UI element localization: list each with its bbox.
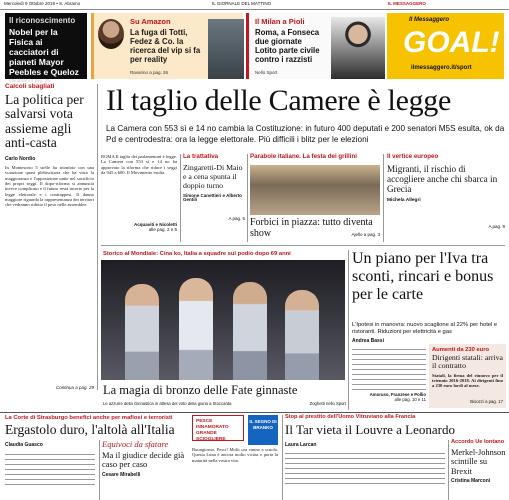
story-col-d [387,154,505,242]
divider [282,415,283,500]
promo-nobel[interactable] [5,13,87,84]
col-c-kicker: Parabole italiane. La festa dei grillini [250,153,357,160]
promo-kicker: Su Amazon [130,17,171,26]
b1-kicker: La Corte di Strasburgo benefici anche per mafiosi e terroristi [5,415,173,421]
left-author: Carlo Nordio [5,155,36,162]
top-bar [0,0,509,10]
b2-title[interactable]: Equivoci da sfatare [102,439,169,449]
b4-body [285,451,445,487]
promo-title: La fuga di Totti, Fedez & Co. la ricerca del vip si fa per reality [130,28,201,64]
photo-pages: Zoghetti nello Sport [309,401,346,406]
right-sub: L'Ipotesi in manovra: nuovo scaglione al 22% per hotel e ristoranti. Riduzioni per elettricità e gas [352,322,498,335]
promo-byline: Ravarino a pag. 26 [130,70,169,75]
box-pages: Bisozzi a pag. 17 [470,398,503,404]
photo-gymnasts [101,260,345,380]
col-c-title[interactable]: Forbici in piazza: tutto diventa show [250,217,373,239]
col-c-author: Ajello a pag. 3 [351,232,380,237]
right-title[interactable]: Un piano per l'Iva tra sconti, rincari e bonus per le carte [352,250,494,303]
divider [448,440,449,500]
promo-title: Nobel per la Fisica ai cacciatori di pianeti Mayor Peebles e Queloz [9,27,79,78]
col-a-body: ROMA Il taglio dei parlamentari è legge. La Camera con 553 sì e 14 no ha approvato la riforma che riduce i seggi da 945 a 600. Il Movimento esulta. [101,154,177,175]
goal-line2: GOAL! [403,26,500,59]
b4-author: Laura Larcan [285,441,317,448]
b1-body [5,452,95,488]
b4-title[interactable]: Il Tar vieta il Louvre a Leonardo [285,421,455,437]
b1-title[interactable]: Ergastolo duro, l'altolà all'Italia [5,422,175,438]
divider [348,250,349,410]
box-kicker: Aumenti da 230 euro [432,347,490,353]
left-kicker: Calcoli sbagliati [5,83,55,90]
bottom-story-5 [451,440,506,500]
divider [0,412,509,413]
goal-line3: ilmessaggero.it/sport [411,65,472,71]
promo-kicker: Il riconoscimento [9,16,76,25]
horoscope[interactable] [192,415,278,500]
story-col-b [183,154,245,242]
col-d-pages: A pag. 8 [488,224,505,230]
left-column [5,84,94,392]
photo-caption[interactable]: La magia di bronzo delle Fate ginnaste [103,383,298,397]
divider [99,440,100,500]
divider [97,84,98,390]
b5-author: Cristina Marconi [451,478,491,485]
brand: IL MESSAGGERO [388,1,426,6]
b5-title[interactable]: Merkel-Johnson scintille su Brexit [451,447,506,476]
right-pages: alle pag. 10 e 11 [394,396,426,402]
col-b-pages: A pag. 5 [228,215,245,221]
col-a-pages: alle pag. 2 e 5 [148,226,177,232]
col-d-author: Michela Allegri [387,198,421,204]
photo-rally [250,165,380,215]
horoscope-badge: PESCE INNAMORATO GRANDE SCIOGLIERE [192,415,244,441]
b2-author: Cesare Mirabelli [102,471,141,478]
lead-headline[interactable]: Il taglio delle Camere è legge [106,84,452,117]
photo-kicker: Storico al Mondiale: Cina ko, Italia a squadre sul podio dopo 69 anni [103,251,291,257]
horoscope-label: IL SEGNO DI BRANKO [248,415,278,445]
promo-goal[interactable] [387,13,504,79]
promo-milan[interactable] [246,13,384,79]
photo-credit: Le azzurre della Ginnastica in attesa del voto della giuria a Stoccarda [103,402,232,406]
b2-sub: Ma il giudice decide già caso per caso [102,449,185,470]
right-author2: Amoruso, Franzese e Pollio [369,392,426,397]
bottom-story-2 [102,440,187,500]
contract-box[interactable] [429,344,506,408]
b5-kicker: Accordo Ue lontano [451,439,505,445]
goal-line1: Il Messaggero [409,17,450,23]
box-title: Dirigenti statali: arriva il contratto [432,353,504,371]
left-title[interactable]: La politica per salvarsi vota assieme agli anti-casta [5,91,84,151]
col-a-author: Acquaviti e Nicoletti [133,222,177,227]
col-b-author: Simone Canettieri e Alberto Gentili [183,192,242,203]
promo-byline: Nello Sport [255,70,278,75]
left-body: In Montesorio 5 stelle ha trionfato con una votazione quasi plebiscitaria che ha visto la maggioranza e l'opposizione unite nel sacrificio dei propri seggi. Il dopo-riforma si annuncia invece complicato e il futuro resta incerto per la legge elettorale e i contrappesi. Il danno maggiore riguarda la rappresentanza dei territori che vedranno ridotto il peso nelle assemblee. [5,165,94,208]
divider [101,245,505,246]
col-b-title[interactable]: Zingaretti-Di Maio e a cena spunta il doppio turno [183,162,243,190]
promo-title: Roma, a Fonseca due giornate Lotito parte civile contro i razzisti [255,28,320,64]
story-col-c [250,154,380,242]
right-author: Andrea Bassi [352,338,384,344]
b1-author: Claudia Guasco [5,442,43,449]
masthead: IL GIORNALE DEL MATTINO [212,1,272,6]
col-d-title[interactable]: Migranti, il rischio di accogliere anche chi sbarca in Grecia [387,163,498,194]
photo-coach [331,17,385,79]
promo-byline: Maddaloni a pag. 25 [9,78,50,84]
divider [180,154,181,242]
col-d-kicker: Il vertice europeo [387,153,439,160]
promo-kicker: Il Milan a Pioli [255,17,305,26]
divider [383,154,384,242]
promo-amazon[interactable] [91,13,243,79]
photo-portrait [98,19,124,49]
story-col-a [101,154,177,242]
box-body: Statali, la firma del rinnovo per il triennio 2016-2018. Ai dirigenti fino a 230 euro lordi al mese. [432,372,503,389]
col-b-kicker: La trattativa [183,153,219,160]
right-body-block [352,347,426,405]
issue-date: Mercoledì 9 Ottobre 2019 • S. Abramo [4,1,81,6]
b4-kicker: Stop al prestito dell'Uomo Vitruviano alla Francia [285,414,416,420]
bottom-story-4 [285,414,455,500]
right-body [352,347,426,391]
divider [247,154,248,242]
left-continue: Continua a pag. 29 [55,385,94,391]
photo-person [208,19,244,79]
horoscope-body: Buongiorno, Pesci! Molti ora vanno a scuola. Questa Luna è ancora molto vicina e porta la maturità nella vostra vita. [192,447,278,463]
lead-subhead: La Camera con 553 sì e 14 no cambia la Costituzione: in futuro 400 deputati e 200 senatori M5S esulta, ok da Pd e centrodestra: ora la legge elettorale. Più difficili i blitz per le elezioni [106,124,505,144]
